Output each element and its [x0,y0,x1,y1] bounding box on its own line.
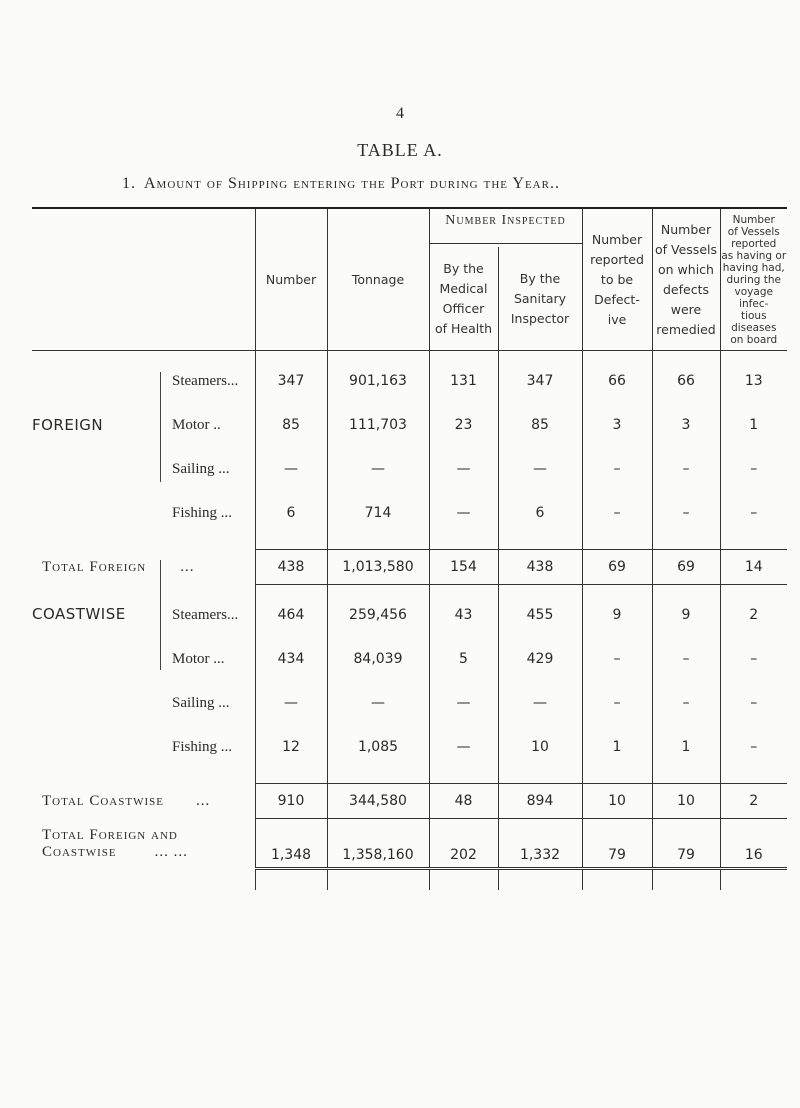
cell-defective: 9 [582,607,652,651]
cell-defective: 66 [582,373,652,417]
foreign-group-label: FOREIGN [32,416,104,434]
table-title: TABLE A. [357,140,443,160]
cell-remedied: 3 [652,417,720,461]
cell-tonnage: 344,580 [327,784,429,819]
cell-defective: 69 [582,550,652,585]
cell-defective: – [582,505,652,550]
cell-tonnage: 259,456 [327,607,429,651]
col-reported-defective [582,208,652,351]
col-si-l1: By the [519,270,561,286]
section-title [122,175,560,193]
cell-remedied: – [652,505,720,550]
table-row [32,739,787,784]
col-si-l3: Inspector [510,310,570,326]
cell-moh: 202 [429,819,498,869]
cell-number: 1,348 [255,819,327,869]
cell-defective: 79 [582,819,652,869]
cell-number: 6 [255,505,327,550]
grand-total-label [32,819,255,869]
cell-tonnage: 1,085 [327,739,429,784]
col-defective-l4: Defect- [594,291,640,307]
cell-remedied: – [652,461,720,505]
cell-infectious: 16 [720,819,787,869]
cell-defective: – [582,651,652,695]
cell-number: 12 [255,739,327,784]
cell-number: 438 [255,550,327,585]
col-moh-l1: By the [443,260,484,276]
cell-defective: – [582,695,652,739]
col-infectious [720,208,787,351]
table-row [32,607,787,651]
cell-infectious: – [720,695,787,739]
cell-tonnage: 901,163 [327,373,429,417]
cell-moh: 154 [429,550,498,585]
cell-si: — [498,461,582,505]
col-infectious-l1: Number [732,213,775,226]
page-number: 4 [396,105,404,122]
col-moh-l3: Officer [442,300,485,316]
table-row [32,373,787,417]
cell-defective: 10 [582,784,652,819]
cell-remedied: 79 [652,819,720,869]
cell-remedied: 1 [652,739,720,784]
cell-tonnage: 714 [327,505,429,550]
col-infectious-l5: having had, [722,261,785,274]
cell-number: 464 [255,607,327,651]
col-defective-l3: to be [600,271,634,287]
total-foreign-row [32,550,787,585]
cell-moh: 131 [429,373,498,417]
col-group-inspected [429,208,582,247]
col-remedied-l4: defects [662,281,709,297]
total-coastwise-label: Total Coastwise ... [42,792,211,809]
cell-infectious: – [720,505,787,550]
cell-moh: — [429,461,498,505]
cell-defective: – [582,461,652,505]
grand-total-row [32,819,787,869]
row-label: Steamers... [172,373,239,389]
col-moh-l4: of Health [434,320,493,336]
col-infectious-l3: reported [731,237,777,250]
table-row [32,505,787,550]
cell-infectious: – [720,739,787,784]
col-infectious-l6: during the [726,273,781,286]
cell-number: 434 [255,651,327,695]
cell-infectious: 14 [720,550,787,585]
cell-defective: 1 [582,739,652,784]
total-coastwise-row [32,784,787,819]
cell-si: 10 [498,739,582,784]
cell-moh: 23 [429,417,498,461]
total-foreign-label: Total Foreign ... [42,558,195,575]
cell-tonnage: — [327,461,429,505]
col-remedied-l2: of Vessels [655,241,717,257]
cell-si: 347 [498,373,582,417]
col-remedied-l1: Number [660,221,712,237]
col-infectious-l8: tious diseases [731,309,777,334]
inspected-group-label: Number Inspected [430,213,582,244]
cell-infectious: – [720,651,787,695]
section-number: 1. [122,175,136,192]
cell-infectious: – [720,461,787,505]
coastwise-group-label: COASTWISE [32,605,126,623]
col-remedied-l6: remedied [656,321,716,337]
cell-remedied: 69 [652,550,720,585]
cell-number: — [255,695,327,739]
col-sanitary-inspector [498,247,582,351]
col-moh-l2: Medical [439,280,488,296]
cell-si: 455 [498,607,582,651]
cell-si: — [498,695,582,739]
row-label: Motor ... [172,651,225,667]
cell-remedied: 9 [652,607,720,651]
col-si-l2: Sanitary [513,290,567,306]
cell-infectious: 13 [720,373,787,417]
col-remedied-l5: were [670,301,702,317]
shipping-table [32,207,787,890]
row-header-blank [32,208,255,351]
cell-infectious: 2 [720,784,787,819]
cell-si: 438 [498,550,582,585]
col-defective-l1: Number [591,231,643,247]
col-infectious-l7: voyage infec- [734,285,773,310]
cell-remedied: 66 [652,373,720,417]
cell-moh: 5 [429,651,498,695]
table-row [32,651,787,695]
table-row [32,695,787,739]
row-label: Sailing ... [172,695,230,711]
table-row [32,417,787,461]
cell-tonnage: 84,039 [327,651,429,695]
col-infectious-l4: as having or [721,249,787,262]
table-row [32,461,787,505]
col-infectious-l2: of Vessels [727,225,780,238]
cell-number: 85 [255,417,327,461]
cell-number: — [255,461,327,505]
section-title-text: Amount of Shipping entering the Port during the Year.. [144,175,560,192]
cell-number: 910 [255,784,327,819]
cell-moh: — [429,695,498,739]
cell-si: 429 [498,651,582,695]
col-defective-l2: reported [590,251,644,267]
col-defects-remedied [652,208,720,351]
cell-si: 6 [498,505,582,550]
cell-tonnage: 1,013,580 [327,550,429,585]
grand-total-label-line1: Total Foreign and [42,826,178,843]
col-infectious-l9: on board [730,333,778,346]
coastwise-brace [160,560,173,670]
cell-tonnage: 1,358,160 [327,819,429,869]
col-medical-officer [429,247,498,351]
cell-remedied: 10 [652,784,720,819]
cell-remedied: – [652,651,720,695]
cell-moh: 43 [429,607,498,651]
cell-si: 1,332 [498,819,582,869]
row-label: Sailing ... [172,461,230,477]
cell-moh: — [429,739,498,784]
cell-remedied: – [652,695,720,739]
cell-number: 347 [255,373,327,417]
cell-tonnage: — [327,695,429,739]
cell-si: 85 [498,417,582,461]
col-remedied-l3: on which [658,261,714,277]
cell-moh: — [429,505,498,550]
grand-total-label-line2: Coastwise ... ... [42,843,188,860]
cell-infectious: 1 [720,417,787,461]
cell-tonnage: 111,703 [327,417,429,461]
row-label: Fishing ... [172,505,233,521]
cell-moh: 48 [429,784,498,819]
row-label: Steamers... [172,607,239,623]
row-label: Motor .. [172,417,221,433]
cell-defective: 3 [582,417,652,461]
col-number: Number [255,208,327,351]
col-defective-l5: ive [607,311,627,327]
row-label: Fishing ... [172,739,233,755]
cell-infectious: 2 [720,607,787,651]
cell-si: 894 [498,784,582,819]
col-tonnage: Tonnage [327,208,429,351]
foreign-brace [160,372,173,482]
